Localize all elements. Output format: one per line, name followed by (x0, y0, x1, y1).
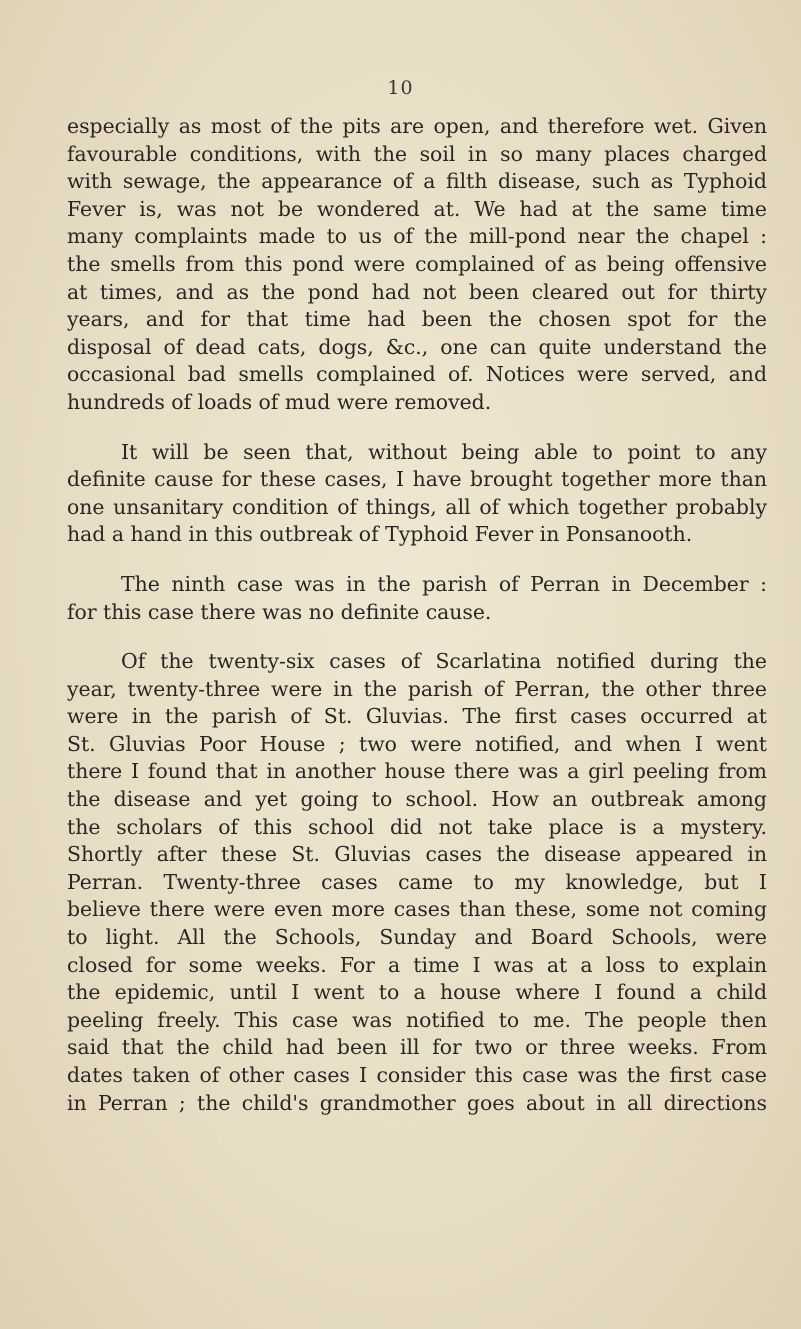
body-text (67, 113, 767, 1139)
text-line: Fever is, was not be wondered at. We had at the same time (67, 196, 767, 221)
page-number: 10 (387, 77, 414, 99)
text-line: dates taken of other cases I consider this case was the first case (67, 1063, 767, 1087)
text-line: year, twenty-three were in the parish of Perran, the other three (67, 676, 767, 701)
paragraph-1 (67, 113, 767, 417)
text-line: at times, and as the pond had not been cleared out for thirty (67, 279, 767, 304)
text-line: in Perran ; the child's grandmother goes about in all directions (67, 1090, 767, 1115)
text-line: one unsanitary condition of things, all of which together probably (67, 494, 767, 519)
text-line: hundreds of loads of mud were removed. (67, 389, 492, 414)
text-line: occasional bad smells complained of. Notices were served, and (67, 362, 767, 387)
text-line: the disease and yet going to school. How an outbreak among (67, 787, 767, 812)
text-line: Of the twenty-six cases of Scarlatina notified during the (121, 649, 767, 674)
text-line: said that the child had been ill for two or three weeks. From (67, 1035, 767, 1060)
text-line: closed for some weeks. For a time I was at a loss to explain (67, 952, 767, 977)
text-line: to light. All the Schools, Sunday and Board Schools, were (67, 925, 767, 950)
text-line: especially as most of the pits are open, and therefore wet. Given (67, 114, 767, 138)
paragraph-2 (67, 439, 767, 549)
text-line: many complaints made to us of the mill-pond near the chapel : (67, 224, 767, 249)
text-line: It will be seen that, without being able to point to any (121, 439, 767, 464)
text-line: believe there were even more cases than these, some not coming (67, 897, 767, 922)
text-line: years, and for that time had been the chosen spot for the (67, 307, 767, 332)
text-line: there I found that in another house there was a girl peeling from (67, 759, 767, 784)
text-line: St. Gluvias Poor House ; two were notified, and when I went (67, 731, 767, 756)
text-line: for this case there was no definite cause. (67, 599, 492, 624)
paragraph-4 (67, 648, 767, 1117)
text-line: favourable conditions, with the soil in so many places charged (67, 141, 767, 166)
text-line: disposal of dead cats, dogs, &c., one can quite understand the (67, 334, 767, 359)
text-line: were in the parish of St. Gluvias. The first cases occurred at (67, 704, 767, 729)
text-line: peeling freely. This case was notified to me. The people then (67, 1007, 767, 1032)
text-line: with sewage, the appearance of a filth disease, such as Typhoid (67, 169, 767, 194)
text-line: The ninth case was in the parish of Perran in December : (121, 571, 767, 596)
text-line: the smells from this pond were complained of as being offensive (67, 251, 767, 276)
paragraph-3 (67, 571, 767, 626)
text-line: definite cause for these cases, I have brought together more than (67, 467, 767, 492)
text-line: the scholars of this school did not take place is a mystery. (67, 814, 767, 839)
text-line: the epidemic, until I went to a house where I found a child (67, 980, 767, 1005)
text-line: Shortly after these St. Gluvias cases the disease appeared in (67, 842, 767, 867)
text-line: Perran. Twenty-three cases came to my knowledge, but I (67, 869, 767, 894)
text-line: had a hand in this outbreak of Typhoid Fever in Ponsanooth. (67, 522, 693, 547)
